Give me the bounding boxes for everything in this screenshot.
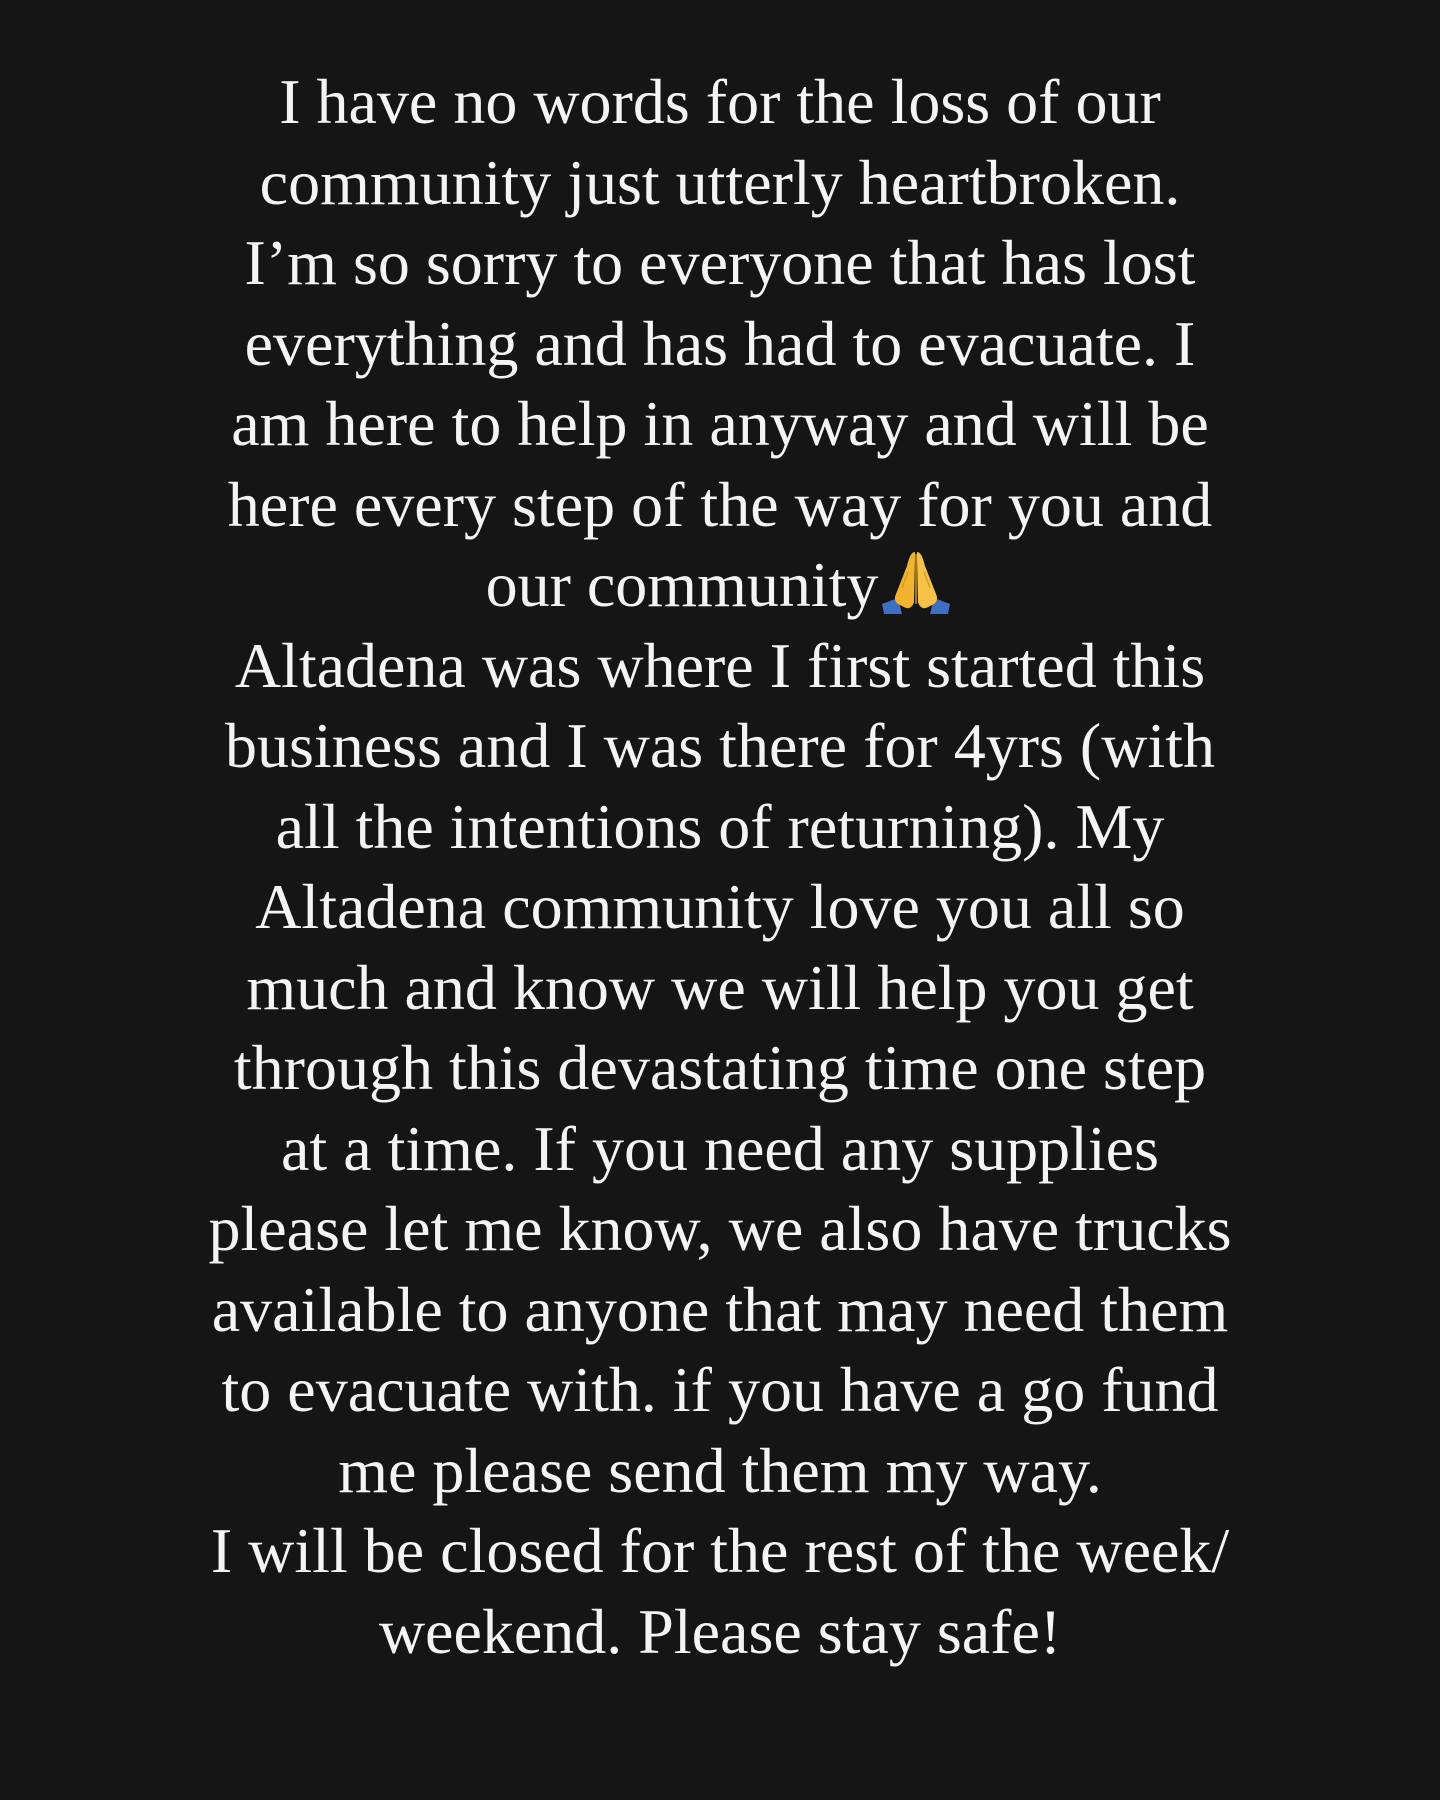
message-line: I’m so sorry to everyone that has lost <box>244 227 1196 298</box>
message-line: I have no words for the loss of our <box>279 66 1161 137</box>
message-line: through this devastating time one step <box>233 1032 1207 1103</box>
message-line: am here to help in anyway and will be <box>231 388 1209 459</box>
message-line: me please send them my way. <box>338 1434 1102 1506</box>
message-line: Altadena was where I first started this <box>234 629 1206 701</box>
message-line-with-emoji <box>0 545 1440 626</box>
message-line: weekend. Please stay safe! <box>378 1595 1062 1667</box>
message-line: please let me know, we also have trucks <box>208 1193 1232 1264</box>
message-line: to evacuate with. if you have a go fund <box>221 1354 1219 1425</box>
message-line: everything and has had to evacuate. I <box>244 307 1196 379</box>
story-message <box>0 62 1440 1672</box>
message-line: business and I was there for 4yrs (with <box>225 710 1215 781</box>
message-line: Altadena community love you all so <box>255 871 1185 942</box>
message-line: I will be closed for the rest of the week/ <box>210 1515 1230 1586</box>
message-line: available to anyone that may need them <box>211 1273 1229 1345</box>
message-line: all the intentions of returning). My <box>275 790 1165 862</box>
message-line: our community <box>485 549 879 620</box>
message-line: at a time. If you need any supplies <box>281 1112 1159 1184</box>
message-line: here every step of the way for you and <box>227 468 1213 540</box>
message-line: community just utterly heartbroken. <box>259 146 1181 218</box>
message-line: much and know we will help you get <box>246 951 1194 1023</box>
folded-hands-icon <box>878 548 954 616</box>
